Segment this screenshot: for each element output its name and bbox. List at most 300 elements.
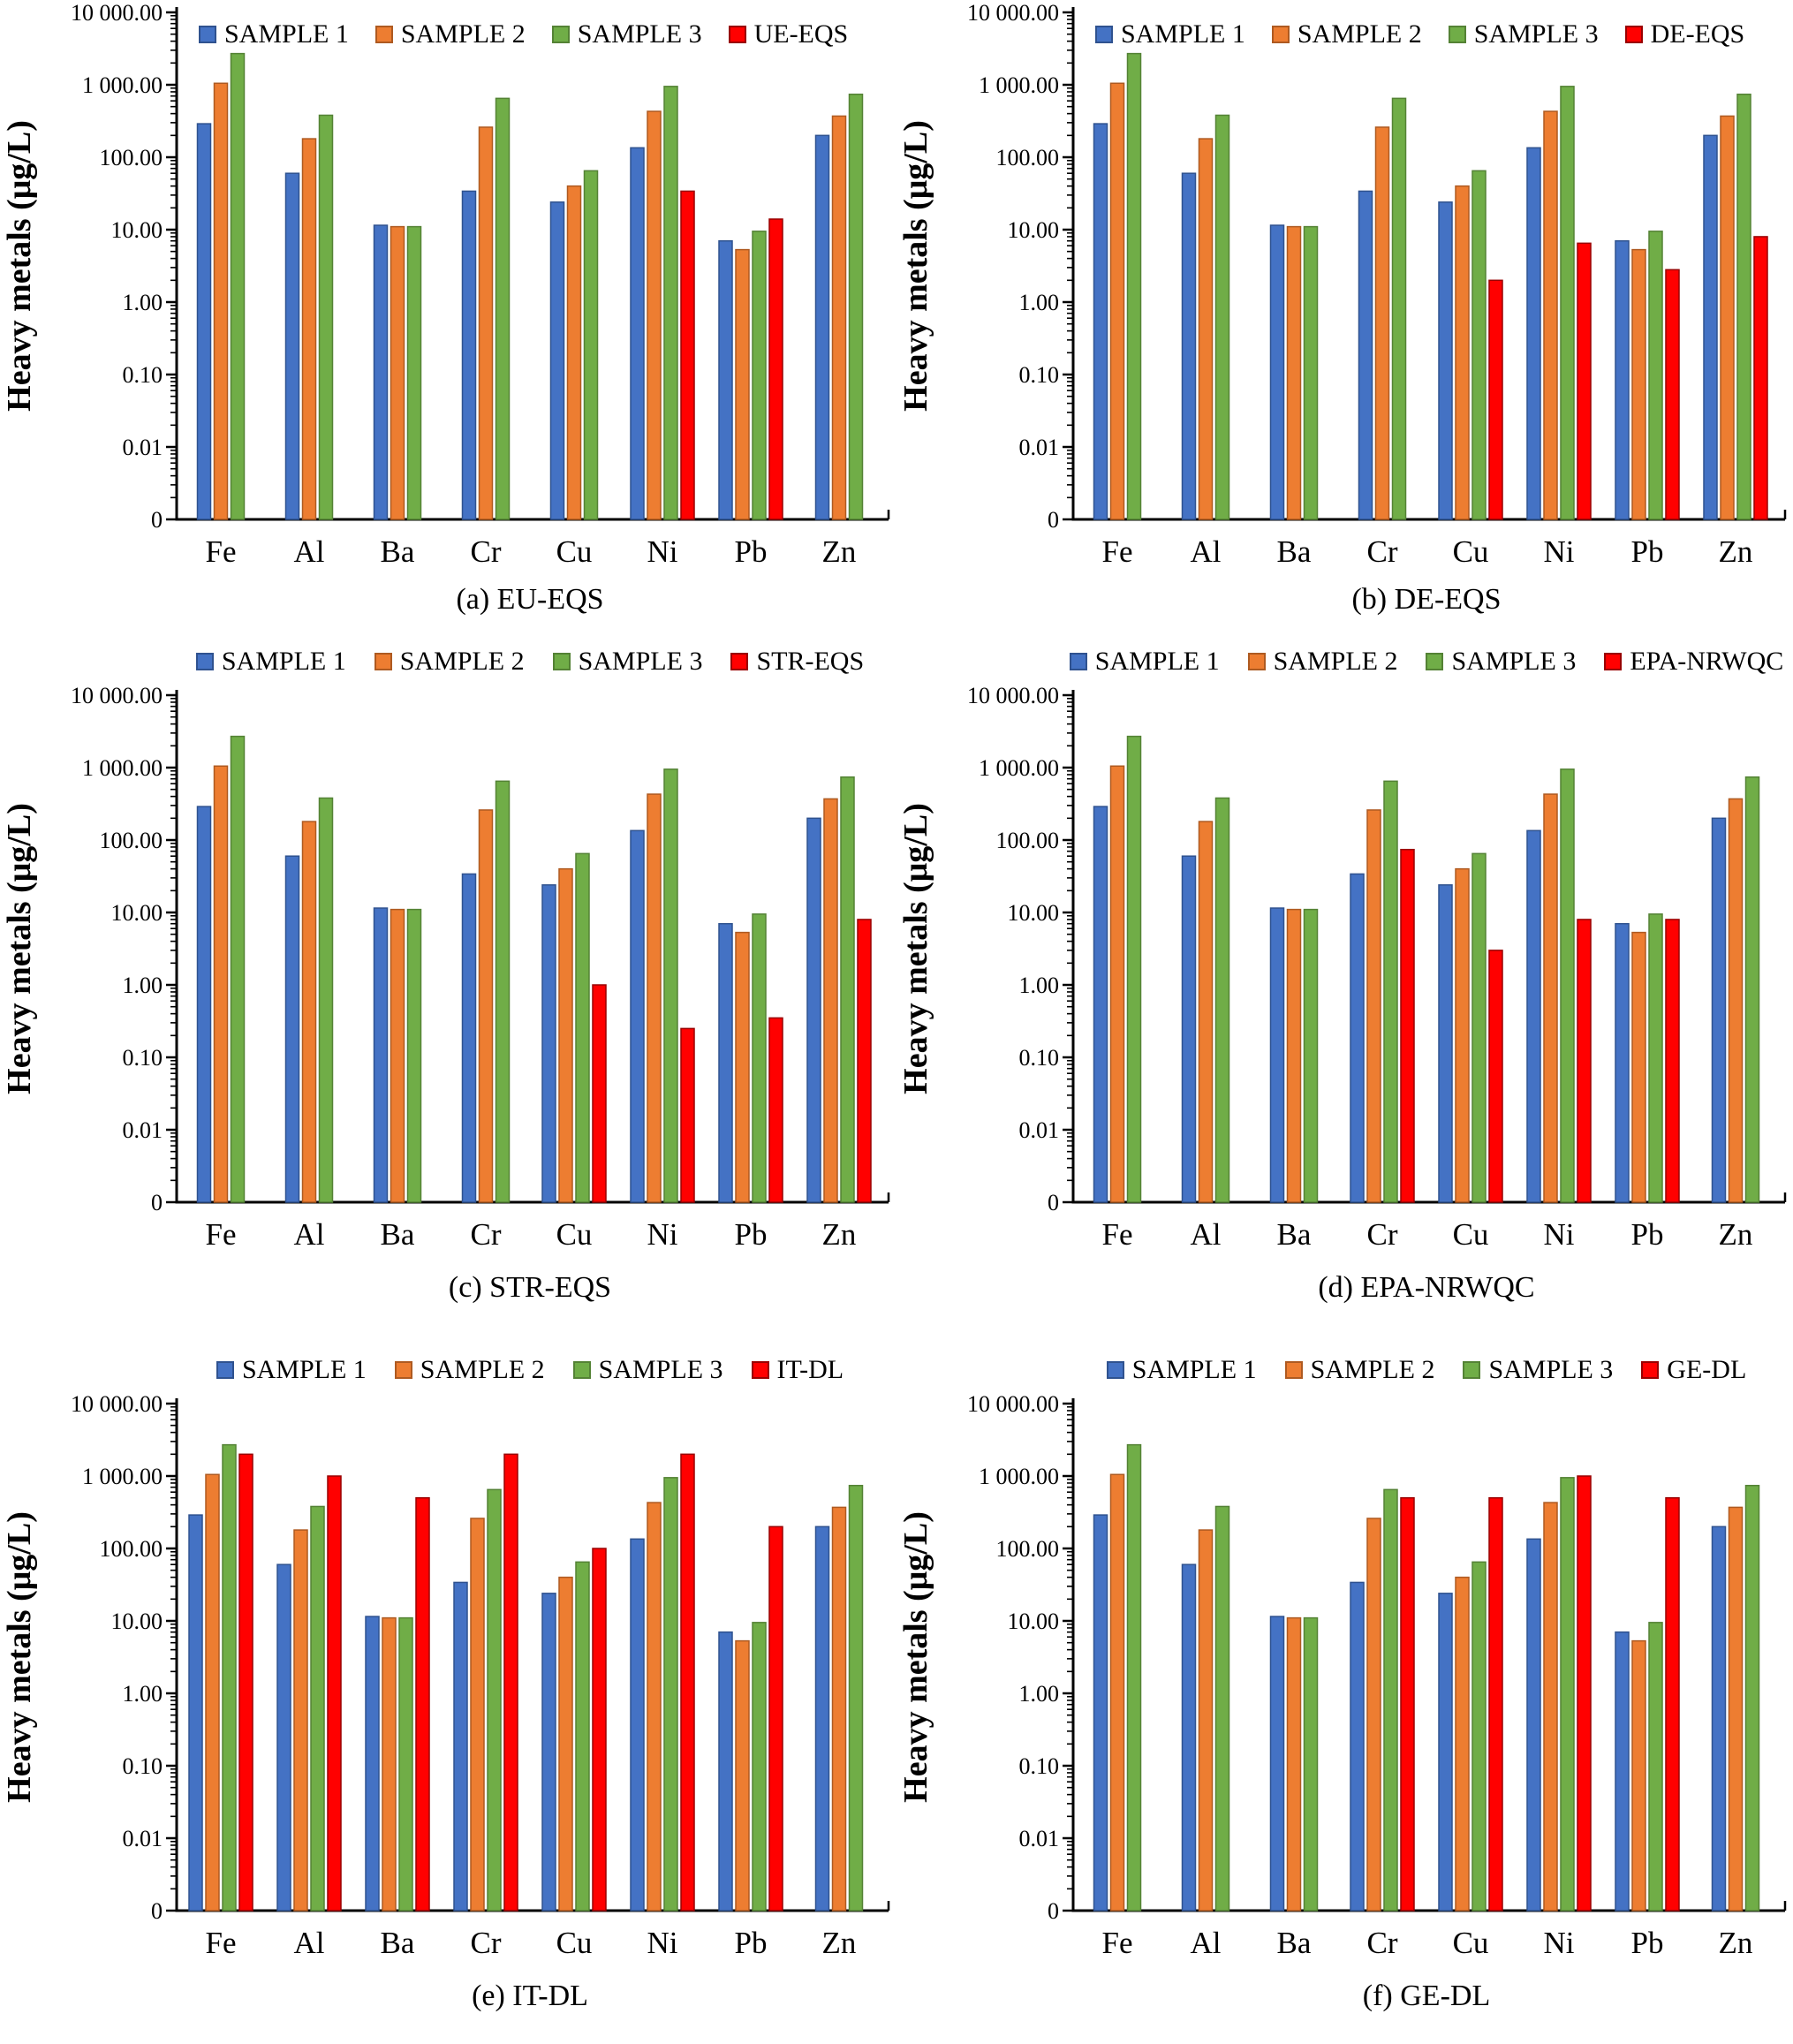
bar-al-sample-3 <box>320 798 333 1202</box>
y-tick-label: 0.01 <box>1018 1117 1059 1143</box>
y-tick-label: 10.00 <box>110 900 163 926</box>
panel-de-eqs <box>896 0 1793 632</box>
sample2-swatch-icon <box>395 1361 412 1379</box>
bar-cu-sample-2 <box>1456 186 1469 519</box>
bar-zn-str-eqs <box>858 920 871 1202</box>
y-tick-label: 10 000.00 <box>967 1391 1059 1417</box>
bar-fe-it-dl <box>239 1454 253 1911</box>
y-tick-label: 10.00 <box>1007 900 1059 926</box>
bar-chart-epa-nrwqc <box>896 683 1793 1259</box>
bar-zn-sample-1 <box>816 1526 829 1911</box>
legend-label: GE-DL <box>1667 1355 1747 1384</box>
bar-al-sample-1 <box>286 173 299 519</box>
bar-pb-de-eqs <box>1666 269 1679 519</box>
legend-label: SAMPLE 2 <box>399 647 525 676</box>
x-tick-label: Zn <box>1718 1217 1753 1252</box>
bar-fe-sample-1 <box>198 806 211 1202</box>
bar-al-sample-1 <box>286 856 299 1202</box>
panel-eu-eqs <box>0 0 896 632</box>
bar-ni-de-eqs <box>1577 243 1591 519</box>
x-tick-label: Cr <box>1366 534 1398 569</box>
y-tick-label: 1 000.00 <box>979 72 1059 98</box>
y-axis-title: Heavy metals (μg/L) <box>1 803 38 1094</box>
bar-cr-sample-1 <box>1350 874 1364 1202</box>
bar-ni-sample-2 <box>1544 111 1557 519</box>
y-axis-title: Heavy metals (μg/L) <box>897 1511 934 1803</box>
y-tick-label: 0.01 <box>122 1826 163 1851</box>
panel-it-dl <box>0 1329 896 2044</box>
y-tick-label: 0.10 <box>122 362 163 388</box>
legend-label: SAMPLE 2 <box>420 1355 545 1384</box>
legend-label: SAMPLE 3 <box>577 19 702 49</box>
bar-fe-sample-3 <box>1128 54 1141 519</box>
x-tick-label: Cu <box>556 1217 593 1252</box>
bar-cr-sample-3 <box>488 1489 501 1911</box>
bar-ni-sample-1 <box>1527 148 1540 519</box>
legend-item-sample3 <box>552 21 702 48</box>
x-tick-label: Cu <box>1452 1217 1489 1252</box>
x-tick-label: Cr <box>470 534 502 569</box>
bar-al-sample-1 <box>277 1564 291 1911</box>
x-tick-label: Cr <box>1366 1926 1398 1960</box>
legend-label: SAMPLE 2 <box>1273 647 1398 676</box>
legend-label: SAMPLE 3 <box>598 1355 723 1384</box>
caption-ge-dl: (f) GE-DL <box>1362 1980 1491 2012</box>
bar-ni-str-eqs <box>681 1028 694 1202</box>
bar-zn-sample-1 <box>1713 818 1726 1202</box>
x-tick-label: Zn <box>1718 1926 1753 1960</box>
bar-ba-sample-3 <box>399 1618 412 1911</box>
bar-ba-sample-2 <box>1288 1618 1301 1911</box>
y-tick-label: 1.00 <box>1018 290 1059 315</box>
bar-cu-sample-1 <box>551 202 564 519</box>
x-tick-label: Pb <box>1630 1217 1664 1252</box>
bar-ni-sample-1 <box>631 830 644 1202</box>
bar-al-sample-2 <box>294 1530 307 1911</box>
bar-al-sample-3 <box>1216 115 1229 519</box>
sample2-swatch-icon <box>374 653 392 670</box>
y-tick-label: 0.10 <box>122 1045 163 1071</box>
bar-chart-eu-eqs <box>0 0 896 576</box>
legend-item-standard <box>729 21 849 48</box>
bar-cu-sample-2 <box>1456 1578 1469 1911</box>
bar-cu-sample-1 <box>542 885 556 1202</box>
bar-ba-sample-3 <box>1305 910 1318 1202</box>
y-zero-label: 0 <box>1048 1898 1059 1924</box>
bar-chart-de-eqs <box>896 0 1793 576</box>
bar-pb-ge-dl <box>1666 1498 1679 1911</box>
bar-cu-de-eqs <box>1489 280 1502 519</box>
bar-ni-sample-3 <box>1561 87 1574 519</box>
legend-item-sample2 <box>1285 1357 1435 1383</box>
sample3-swatch-icon <box>573 1361 591 1379</box>
y-tick-label: 0.10 <box>1018 1753 1059 1779</box>
legend-ge-dl <box>1073 1349 1780 1391</box>
standard-swatch-icon <box>1604 653 1622 670</box>
legend-label: SAMPLE 1 <box>1094 647 1220 676</box>
bar-fe-sample-1 <box>1094 124 1108 519</box>
standard-swatch-icon <box>729 26 746 43</box>
x-tick-label: Fe <box>205 1926 237 1960</box>
panel-str-eqs <box>0 632 896 1329</box>
bar-ni-ue-eqs <box>681 191 694 519</box>
legend-label: SAMPLE 3 <box>1473 19 1599 49</box>
bar-cu-sample-3 <box>576 853 589 1202</box>
sample1-swatch-icon <box>196 653 214 670</box>
x-tick-label: Ba <box>1276 1926 1312 1960</box>
x-tick-label: Al <box>293 534 325 569</box>
legend-item-sample2 <box>395 1357 545 1383</box>
bar-ni-sample-3 <box>1561 769 1574 1202</box>
bar-fe-sample-3 <box>231 54 245 519</box>
bar-fe-sample-1 <box>189 1515 202 1911</box>
legend-item-sample1 <box>216 1357 367 1383</box>
bar-cr-sample-3 <box>1384 781 1397 1202</box>
y-tick-label: 10 000.00 <box>967 683 1059 708</box>
x-tick-label: Fe <box>1101 1926 1133 1960</box>
legend-item-sample3 <box>1449 21 1599 48</box>
legend-item-sample3 <box>1463 1357 1613 1383</box>
bar-cu-sample-2 <box>559 869 572 1202</box>
legend-label: SAMPLE 1 <box>241 1355 367 1384</box>
bar-zn-sample-2 <box>833 116 846 519</box>
bar-ba-sample-2 <box>1288 910 1301 1202</box>
x-tick-label: Zn <box>821 1926 857 1960</box>
bar-pb-sample-2 <box>1632 250 1645 519</box>
bar-cr-sample-2 <box>471 1518 484 1911</box>
standard-swatch-icon <box>1641 1361 1659 1379</box>
legend-item-standard <box>1604 648 1783 675</box>
legend-item-sample1 <box>1107 1357 1257 1383</box>
bar-cr-sample-3 <box>496 98 510 519</box>
y-tick-label: 0.01 <box>122 435 163 460</box>
bar-pb-sample-1 <box>719 241 732 519</box>
bar-chart-str-eqs <box>0 683 896 1259</box>
bar-ni-sample-2 <box>647 111 661 519</box>
bar-pb-sample-3 <box>1649 231 1662 519</box>
legend-item-standard <box>1625 21 1745 48</box>
bar-cr-sample-1 <box>463 191 476 519</box>
legend-label: SAMPLE 1 <box>224 19 349 49</box>
bar-pb-sample-1 <box>1615 241 1629 519</box>
legend-label: STR-EQS <box>756 647 865 676</box>
x-tick-label: Ni <box>647 534 678 569</box>
legend-item-standard <box>752 1357 844 1383</box>
bar-ni-sample-3 <box>664 87 677 519</box>
x-tick-label: Zn <box>821 534 857 569</box>
bar-cr-sample-2 <box>1367 810 1381 1202</box>
bar-al-sample-2 <box>1199 1530 1213 1911</box>
bar-zn-sample-2 <box>824 799 837 1202</box>
bar-ni-ge-dl <box>1577 1476 1591 1911</box>
sample3-swatch-icon <box>1449 26 1466 43</box>
bar-ni-sample-2 <box>1544 1503 1557 1911</box>
legend-epa-nrwqc <box>1073 640 1784 683</box>
caption-eu-eqs: (a) EU-EQS <box>456 583 604 616</box>
bar-pb-it-dl <box>769 1526 783 1911</box>
bar-pb-sample-2 <box>1632 933 1645 1202</box>
bar-fe-sample-2 <box>215 83 228 519</box>
bar-ba-sample-1 <box>374 225 388 519</box>
legend-label: SAMPLE 1 <box>1121 19 1245 49</box>
x-tick-label: Pb <box>734 534 768 569</box>
bar-zn-sample-2 <box>1729 799 1743 1202</box>
x-tick-label: Zn <box>821 1217 857 1252</box>
bar-pb-sample-1 <box>1615 1632 1629 1911</box>
y-tick-label: 0.10 <box>1018 1045 1059 1071</box>
sample2-swatch-icon <box>1272 26 1290 43</box>
legend-label: SAMPLE 1 <box>221 647 346 676</box>
legend-item-sample3 <box>1426 648 1576 675</box>
bar-al-sample-3 <box>311 1506 324 1911</box>
caption-de-eqs: (b) DE-EQS <box>1351 583 1502 616</box>
bar-al-sample-1 <box>1183 1564 1196 1911</box>
bar-al-sample-1 <box>1183 173 1196 519</box>
bar-ni-sample-3 <box>664 769 677 1202</box>
legend-item-sample1 <box>1095 21 1245 48</box>
x-tick-label: Ba <box>380 1217 415 1252</box>
bar-ba-sample-1 <box>1271 1616 1284 1911</box>
y-zero-label: 0 <box>1048 1190 1059 1215</box>
bar-al-sample-3 <box>320 115 333 519</box>
x-tick-label: Pb <box>734 1926 768 1960</box>
y-tick-label: 1 000.00 <box>979 755 1059 781</box>
y-zero-label: 0 <box>1048 507 1059 533</box>
bar-fe-sample-3 <box>1128 737 1141 1202</box>
bar-al-sample-2 <box>1199 139 1213 519</box>
bar-fe-sample-3 <box>223 1445 236 1911</box>
x-tick-label: Ni <box>647 1926 678 1960</box>
legend-item-sample3 <box>573 1357 723 1383</box>
legend-label: SAMPLE 3 <box>1488 1355 1614 1384</box>
y-tick-label: 0.10 <box>1018 362 1059 388</box>
bar-al-sample-2 <box>1199 821 1213 1202</box>
bar-ni-sample-2 <box>647 794 661 1202</box>
legend-label: SAMPLE 2 <box>1297 19 1422 49</box>
legend-item-sample1 <box>199 21 349 48</box>
legend-item-standard <box>730 648 864 675</box>
y-tick-label: 10.00 <box>110 1609 163 1634</box>
bar-cu-sample-3 <box>1472 1562 1486 1911</box>
legend-label: UE-EQS <box>753 19 849 49</box>
legend-label: SAMPLE 2 <box>400 19 526 49</box>
bar-ba-sample-2 <box>382 1618 396 1911</box>
sample2-swatch-icon <box>375 26 393 43</box>
x-tick-label: Zn <box>1718 534 1753 569</box>
bar-zn-sample-3 <box>1746 1486 1759 1911</box>
bar-cr-sample-3 <box>1393 98 1406 519</box>
legend-item-sample3 <box>553 648 703 675</box>
legend-item-sample2 <box>1272 21 1422 48</box>
y-tick-label: 10 000.00 <box>71 1391 163 1417</box>
bar-cr-sample-1 <box>454 1582 467 1911</box>
bar-chart-ge-dl <box>896 1391 1793 1967</box>
bar-ba-sample-3 <box>1305 227 1318 519</box>
bar-pb-sample-2 <box>736 250 749 519</box>
bar-zn-sample-3 <box>1737 95 1751 519</box>
panel-epa-nrwqc <box>896 632 1793 1329</box>
bar-ba-it-dl <box>416 1498 429 1911</box>
legend-de-eqs <box>1095 21 1744 48</box>
x-tick-label: Ni <box>647 1217 678 1252</box>
x-tick-label: Al <box>1190 1926 1222 1960</box>
x-tick-label: Ni <box>1543 1926 1575 1960</box>
y-tick-label: 100.00 <box>995 1536 1059 1562</box>
bar-cr-sample-3 <box>496 781 510 1202</box>
y-axis-title: Heavy metals (μg/L) <box>1 1511 38 1803</box>
bar-al-sample-2 <box>303 139 316 519</box>
bar-pb-sample-1 <box>1615 924 1629 1202</box>
bar-cu-sample-2 <box>568 186 581 519</box>
bar-cr-sample-2 <box>1376 127 1389 519</box>
bar-cu-str-eqs <box>593 985 606 1202</box>
bar-al-sample-3 <box>1216 798 1229 1202</box>
y-tick-label: 0.01 <box>122 1117 163 1143</box>
bar-ni-sample-2 <box>1544 794 1557 1202</box>
bar-ba-sample-1 <box>374 908 388 1202</box>
bar-cu-epa-nrwqc <box>1489 950 1502 1202</box>
x-tick-label: Al <box>1190 534 1222 569</box>
legend-str-eqs <box>177 640 883 683</box>
bar-cr-sample-1 <box>1359 191 1373 519</box>
bar-fe-sample-3 <box>1128 1445 1141 1911</box>
legend-item-sample2 <box>375 21 526 48</box>
x-tick-label: Ba <box>380 534 415 569</box>
bar-cr-sample-3 <box>1384 1489 1397 1911</box>
y-axis-title: Heavy metals (μg/L) <box>1 120 38 412</box>
bar-zn-sample-2 <box>1729 1507 1743 1911</box>
bar-fe-sample-1 <box>1094 1515 1108 1911</box>
bar-zn-sample-3 <box>1746 777 1759 1202</box>
legend-label: SAMPLE 3 <box>1451 647 1577 676</box>
y-tick-label: 1 000.00 <box>82 72 163 98</box>
bar-cr-sample-2 <box>480 810 493 1202</box>
bar-pb-sample-3 <box>753 231 766 519</box>
sample3-swatch-icon <box>1463 1361 1480 1379</box>
standard-swatch-icon <box>730 653 748 670</box>
legend-label: DE-EQS <box>1650 19 1745 49</box>
bar-ni-it-dl <box>681 1454 694 1911</box>
bar-fe-sample-2 <box>1111 766 1124 1202</box>
bar-pb-str-eqs <box>769 1018 783 1202</box>
bar-zn-sample-1 <box>816 135 829 519</box>
y-tick-label: 1.00 <box>1018 1681 1059 1707</box>
bar-pb-sample-1 <box>719 1632 732 1911</box>
bar-ba-sample-3 <box>408 227 421 519</box>
bar-zn-sample-1 <box>1704 135 1717 519</box>
caption-str-eqs: (c) STR-EQS <box>448 1271 612 1304</box>
bar-ni-sample-1 <box>1527 830 1540 1202</box>
x-tick-label: Cu <box>556 534 593 569</box>
y-tick-label: 100.00 <box>99 1536 163 1562</box>
bar-pb-sample-3 <box>1649 1623 1662 1911</box>
x-tick-label: Cu <box>1452 534 1489 569</box>
bar-cr-sample-1 <box>1350 1582 1364 1911</box>
y-tick-label: 1.00 <box>122 290 163 315</box>
bar-zn-sample-2 <box>1721 116 1734 519</box>
bar-pb-sample-3 <box>753 1623 766 1911</box>
legend-label: SAMPLE 2 <box>1310 1355 1435 1384</box>
sample2-swatch-icon <box>1285 1361 1303 1379</box>
x-tick-label: Cr <box>1366 1217 1398 1252</box>
legend-label: EPA-NRWQC <box>1630 647 1784 676</box>
caption-it-dl: (e) IT-DL <box>472 1980 588 2012</box>
bar-cu-ge-dl <box>1489 1498 1502 1911</box>
bar-al-sample-3 <box>1216 1506 1229 1911</box>
bar-ba-sample-3 <box>1305 1618 1318 1911</box>
sample2-swatch-icon <box>1248 653 1266 670</box>
legend-label: IT-DL <box>776 1355 844 1384</box>
y-axis-title: Heavy metals (μg/L) <box>897 120 934 412</box>
sample1-swatch-icon <box>1107 1361 1124 1379</box>
bar-al-sample-2 <box>303 821 316 1202</box>
x-tick-label: Ba <box>1276 1217 1312 1252</box>
y-zero-label: 0 <box>151 1190 163 1215</box>
bar-ba-sample-2 <box>391 910 405 1202</box>
bar-ba-sample-2 <box>1288 227 1301 519</box>
x-tick-label: Pb <box>1630 534 1664 569</box>
y-tick-label: 1.00 <box>1018 973 1059 998</box>
x-tick-label: Ba <box>1276 534 1312 569</box>
bar-pb-epa-nrwqc <box>1666 920 1679 1202</box>
bar-fe-sample-2 <box>1111 1474 1124 1911</box>
y-tick-label: 1 000.00 <box>82 755 163 781</box>
bar-ni-sample-1 <box>631 1539 644 1911</box>
legend-item-standard <box>1641 1357 1746 1383</box>
y-tick-label: 100.00 <box>995 145 1059 170</box>
bar-cu-sample-3 <box>585 170 598 519</box>
sample3-swatch-icon <box>1426 653 1443 670</box>
standard-swatch-icon <box>1625 26 1643 43</box>
bar-ba-sample-3 <box>408 910 421 1202</box>
bar-cu-sample-1 <box>1439 1594 1452 1911</box>
y-tick-label: 0.10 <box>122 1753 163 1779</box>
bar-ni-sample-2 <box>647 1503 661 1911</box>
bar-cr-sample-2 <box>480 127 493 519</box>
bar-cu-sample-3 <box>576 1562 589 1911</box>
standard-swatch-icon <box>752 1361 769 1379</box>
bar-fe-sample-2 <box>215 766 228 1202</box>
bar-fe-sample-1 <box>1094 806 1108 1202</box>
bar-cu-sample-1 <box>542 1594 556 1911</box>
bar-zn-sample-2 <box>833 1507 846 1911</box>
x-tick-label: Al <box>293 1926 325 1960</box>
bar-pb-sample-3 <box>753 914 766 1202</box>
y-tick-label: 10 000.00 <box>71 0 163 26</box>
bar-ba-sample-2 <box>391 227 405 519</box>
legend-item-sample1 <box>1070 648 1220 675</box>
bar-fe-sample-2 <box>206 1474 219 1911</box>
x-tick-label: Cr <box>470 1926 502 1960</box>
bar-cr-sample-2 <box>1367 1518 1381 1911</box>
bar-ni-sample-3 <box>1561 1478 1574 1911</box>
bar-cu-sample-3 <box>1472 170 1486 519</box>
legend-label: SAMPLE 3 <box>578 647 703 676</box>
sample3-swatch-icon <box>552 26 570 43</box>
bar-ni-sample-3 <box>664 1478 677 1911</box>
bar-cr-epa-nrwqc <box>1401 850 1414 1202</box>
legend-it-dl <box>177 1349 883 1391</box>
bar-cr-ge-dl <box>1401 1498 1414 1911</box>
panel-ge-dl <box>896 1329 1793 2044</box>
bar-cu-sample-3 <box>1472 853 1486 1202</box>
bar-cu-sample-1 <box>1439 202 1452 519</box>
bar-ni-sample-1 <box>1527 1539 1540 1911</box>
y-tick-label: 1 000.00 <box>979 1464 1059 1489</box>
y-zero-label: 0 <box>151 507 163 533</box>
bar-fe-sample-3 <box>231 737 245 1202</box>
bar-pb-ue-eqs <box>769 219 783 519</box>
